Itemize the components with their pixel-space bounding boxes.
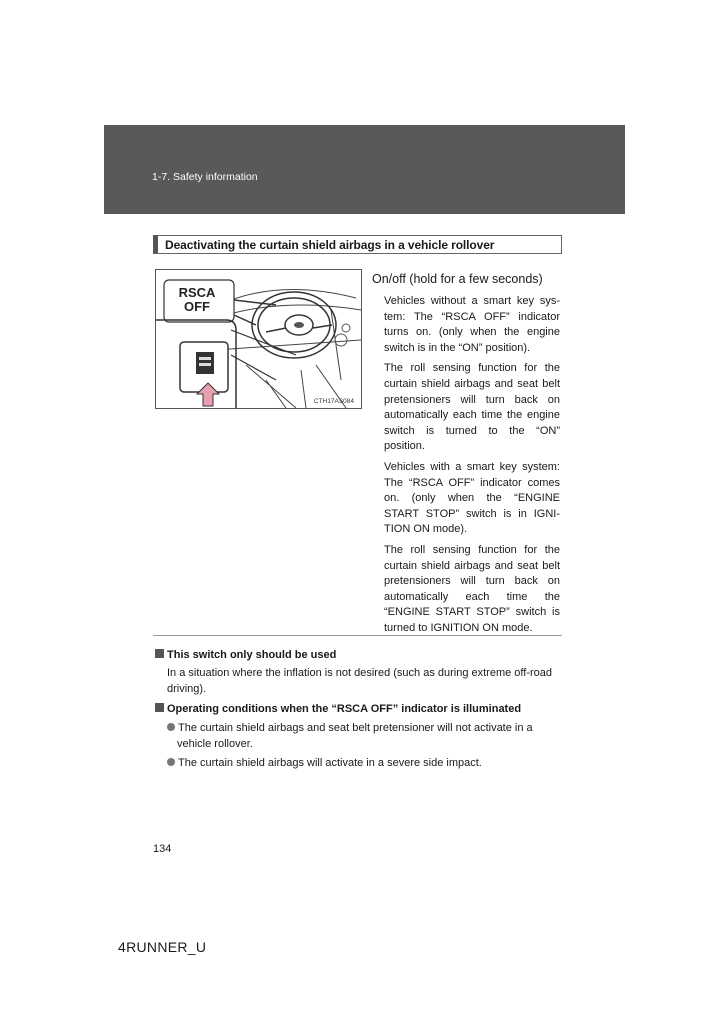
divider: [153, 635, 562, 636]
note-body: In a situation where the inflation is not desired (such as during extreme off-road driving).: [167, 667, 553, 695]
callout-line-2: OFF: [184, 299, 210, 314]
instruction-paragraph: Vehicles with a smart key system: The “RSCA OFF” indicator comes on. (only when the “ENGINE START STOP” switch is in IGNI-TION ON mode).: [384, 460, 560, 536]
instructions-column: [372, 272, 560, 641]
section-label: 1-7. Safety information: [152, 171, 258, 183]
note-heading: [155, 647, 560, 663]
square-bullet-icon: [155, 703, 164, 712]
footer-identifier: 4RUNNER_U: [118, 939, 207, 955]
callout-line-1: RSCA: [178, 285, 216, 300]
section-title: Deactivating the curtain shield airbags in a vehicle rollover: [165, 237, 495, 252]
rsca-off-callout: [166, 283, 228, 322]
header-band: [104, 125, 625, 214]
list-item-text: The curtain shield airbags and seat belt pretensioner will not activate in a vehicle rollover.: [177, 722, 533, 750]
instruction-paragraph: Vehicles without a smart key sys-tem: The “RSCA OFF” indicator turns on. (only when the engine switch is in the “ON” position).: [384, 295, 560, 354]
instruction-paragraph: The roll sensing function for the curtain shield airbags and seat belt pretensioners will turn back on automatically each time the “ENGINE START STOP” switch is turned to IGNITION ON mode.: [384, 543, 560, 634]
figure-code: CTH17AS084: [313, 398, 354, 405]
section-title-bar: [153, 235, 562, 254]
list-item-text: The curtain shield airbags will activate in a severe side impact.: [178, 757, 482, 769]
circle-bullet-icon: [167, 758, 175, 766]
note-heading: [155, 701, 560, 717]
list-item: [167, 755, 560, 771]
square-bullet-icon: [155, 649, 164, 658]
circle-bullet-icon: [167, 723, 175, 731]
action-label: On/off (hold for a few seconds): [372, 272, 543, 286]
list-item: [167, 720, 560, 752]
instruction-paragraph: The roll sensing function for the curtain shield airbags and seat belt pretensioners will turn back on automatically each time the engine switch is turned to the “ON” position.: [384, 362, 560, 453]
notes-section: [155, 647, 560, 774]
illustration: [155, 269, 362, 409]
note-heading-text: This switch only should be used: [167, 649, 337, 661]
note-heading-text: Operating conditions when the “RSCA OFF” indicator is illuminated: [167, 703, 522, 715]
page-number: 134: [153, 843, 172, 855]
